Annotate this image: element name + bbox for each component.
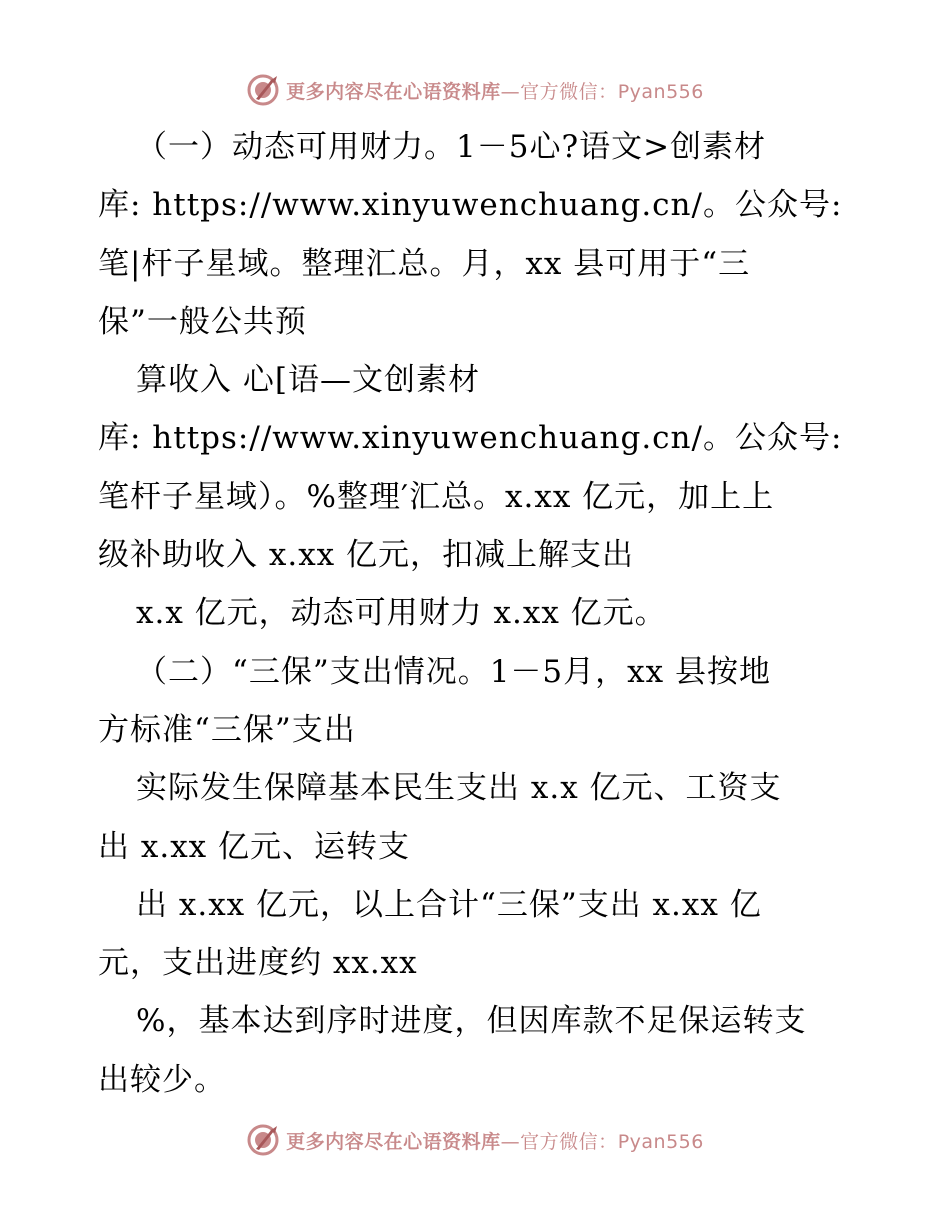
paragraph-line: 实际发生保障基本民生支出 x.x 亿元、工资支 — [136, 770, 782, 807]
header-wechat-id: Pyan556 — [617, 80, 704, 103]
paragraph-line: 出较少。 — [98, 1061, 226, 1098]
paragraph-line: 出 x.xx 亿元、运转支 — [98, 828, 411, 865]
header-banner — [0, 68, 950, 112]
paragraph-line: 元，支出进度约 xx.xx — [98, 945, 418, 982]
footer-banner-dash: — — [500, 1130, 521, 1153]
header-wechat-label: 官方微信： — [520, 80, 618, 103]
paragraph-line: （一）动态可用财力。1－5心?语文>创素材 — [136, 129, 767, 165]
footer-banner — [0, 1118, 950, 1162]
footer-wechat-label: 官方微信： — [520, 1130, 618, 1153]
paragraph-line: 库: https://www.xinyuwenchuang.cn/。公众号: — [98, 420, 843, 457]
footer-banner-text — [286, 1127, 704, 1154]
document-body — [98, 118, 858, 1109]
paragraph-line: 出 x.xx 亿元，以上合计“三保”支出 x.xx 亿 — [136, 886, 762, 923]
paragraph-line: x.x 亿元，动态可用财力 x.xx 亿元。 — [136, 595, 667, 632]
paragraph-line: %，基本达到序时进度，但因库款不足保运转支 — [136, 1003, 807, 1040]
paragraph-line: （二）“三保”支出情况。1－5月，xx 县按地 — [136, 653, 771, 690]
paragraph-line: 库: https://www.xinyuwenchuang.cn/。公众号: — [98, 187, 843, 224]
header-banner-text — [286, 77, 704, 104]
footer-banner-content — [246, 1123, 704, 1157]
header-banner-dash: — — [500, 80, 521, 103]
paragraph-line: 笔|杆子星域。整理汇总。月，xx 县可用于“三 — [98, 245, 751, 282]
quill-circle-logo-icon — [246, 73, 280, 107]
paragraph-line: 笔杆子星域）。%整理′汇总。x.xx 亿元，加上上 — [98, 478, 775, 515]
header-banner-content — [246, 73, 704, 107]
quill-circle-logo-icon — [246, 1123, 280, 1157]
header-banner-title: 更多内容尽在心语资料库 — [286, 80, 501, 103]
paragraph-line: 算收入 心[语—文创素材 — [136, 362, 480, 399]
paragraph-line: 方标准“三保”支出 — [98, 711, 356, 748]
paragraph-line: 级补助收入 x.xx 亿元，扣减上解支出 — [98, 537, 635, 574]
footer-banner-title: 更多内容尽在心语资料库 — [286, 1130, 501, 1153]
paragraph-line: 保”一般公共预 — [98, 303, 307, 340]
footer-wechat-id: Pyan556 — [617, 1130, 704, 1153]
